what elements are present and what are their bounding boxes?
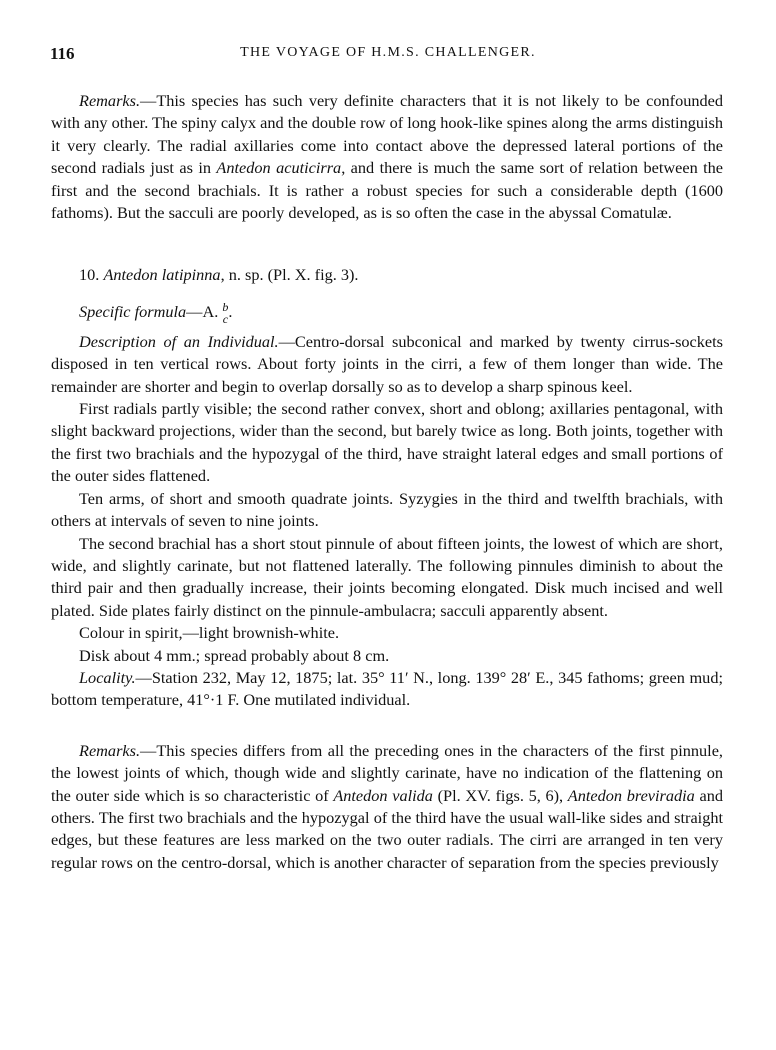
locality-text: —Station 232, May 12, 1875; lat. 35° 11′ N., long. 139° 28′ E., 345 fathoms; green mud; bottom temperature, 41°·1 F. One mutilated individual.	[51, 667, 723, 710]
species-reference: Antedon valida	[333, 785, 433, 805]
description-paragraph-4: The second brachial has a short stout pinnule of about fifteen joints, the lowest of which are short, wide, and slightly carinate, but not flattened laterally. The following pinnules diminish to about the third pair and then gradually increase, their joints becoming elongated. Disk much incised and well plated. Side plates fairly distinct on the pinnule-ambulacra; sacculi apparently absent.	[51, 533, 723, 620]
description-label: Description of an Individual.	[79, 331, 279, 351]
species-heading-rest: , n. sp. (Pl. X. fig. 3).	[220, 265, 359, 285]
page-body	[51, 90, 723, 874]
species-reference: Antedon breviradia	[567, 785, 695, 805]
colour-line: Colour in spirit,—light brownish-white.	[79, 623, 340, 643]
formula-label: Specific formula	[79, 301, 187, 321]
page-number: 116	[50, 44, 75, 63]
remarks-text: —This species differs from all the preceding ones in the characters of the first pinnule, the lowest joints of which, though wide and slightly carinate, have no indication of the flattening on the outer side which is so characteristic of	[51, 740, 723, 805]
disk-line: Disk about 4 mm.; spread probably about 8 cm.	[79, 645, 390, 665]
formula-a: —A.	[186, 301, 219, 321]
remarks-paragraph-1	[51, 90, 723, 224]
description-text: —Centro-dorsal subconical and marked by twenty cirrus-sockets disposed in ten vertical rows. About forty joints in the cirri, a few of them longer than wide. The remainder are shorter and begin to overlap dorsally so as to develop a sharp spinous keel.	[51, 331, 723, 396]
remarks-label: Remarks.	[79, 740, 141, 760]
formula-denominator: c	[222, 312, 229, 327]
species-reference: Antedon acuticirra	[216, 158, 342, 178]
remarks-label: Remarks.	[79, 91, 141, 110]
species-number: 10.	[79, 265, 100, 285]
running-head: THE VOYAGE OF H.M.S. CHALLENGER.	[240, 45, 536, 60]
page-header	[50, 44, 726, 68]
specific-formula	[51, 297, 723, 327]
description-paragraph-2: First radials partly visible; the second rather convex, short and oblong; axillaries pentagonal, with slight backward projections, wider than the second, but barely twice as long. Both joints, together with the first two brachials and the hypozygal of the third, have straight lateral edges and small portions of the outer sides flattened.	[51, 399, 723, 486]
remarks-text: , and there is much the same sort of relation between the first and the second brachials. It is rather a robust species for such a considerable depth (1600 fathoms). But the sacculi are poorly developed, as is so often the case in the abyssal Comatulæ.	[51, 158, 724, 223]
remarks-paragraph-2	[51, 740, 723, 874]
locality-paragraph	[51, 667, 723, 712]
species-name: Antedon latipinna	[103, 265, 221, 285]
formula-end: .	[228, 301, 233, 321]
remarks-text: (Pl. XV. figs. 5, 6),	[432, 785, 568, 805]
remarks-text: —This species has such very definite characters that it is not likely to be confounded with any other. The spiny calyx and the double row of long hook-like spines along the arms distinguish it very clearly. The radial axillaries come into contact above the depressed lateral portions of the second radials just as in	[51, 91, 723, 178]
description-paragraph-1	[51, 331, 723, 398]
remarks-text: and others. The first two brachials and the hypozygal of the third have the usual wall-like sides and straight edges, but these features are less marked on the two outer radials. The cirri are arranged in ten very regular rows on the centro-dorsal, which is another character of separation from the species previously	[51, 785, 723, 872]
species-heading	[51, 264, 723, 286]
locality-label: Locality.	[79, 667, 136, 687]
formula-numerator: b	[222, 300, 229, 315]
description-paragraph-3: Ten arms, of short and smooth quadrate joints. Syzygies in the third and twelfth brachials, with others at intervals of seven to nine joints.	[51, 488, 723, 531]
